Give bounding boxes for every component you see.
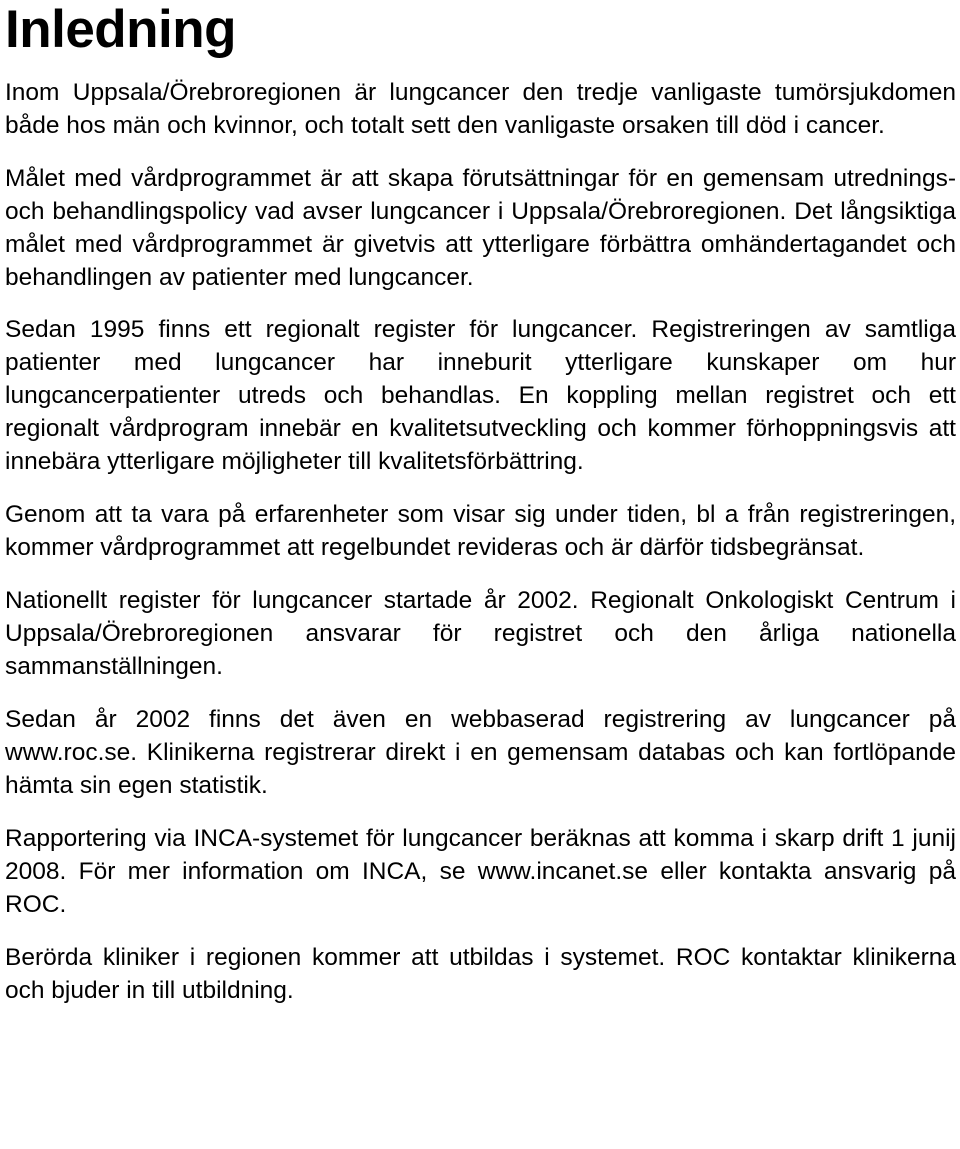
- paragraph-5: Nationellt register för lungcancer startade år 2002. Regionalt Onkologiskt Centrum i Uppsala/Örebroregionen ansvarar för registret och den årliga nationella sammanställningen.: [5, 587, 956, 680]
- paragraph-8: Berörda kliniker i regionen kommer att utbildas i systemet. ROC kontaktar klinikerna och bjuder in till utbildning.: [5, 944, 956, 1004]
- paragraph-3: Sedan 1995 finns ett regionalt register för lungcancer. Registreringen av samtliga patienter med lungcancer har inneburit ytterligare kunskaper om hur lungcancerpatienter utreds och behandlas. En koppling mellan registret och ett regionalt vårdprogram innebär en kvalitetsutveckling och kommer förhoppningsvis att innebära ytterligare möjligheter till kvalitetsförbättring.: [5, 316, 956, 475]
- paragraph-6: Sedan år 2002 finns det även en webbaserad registrering av lungcancer på www.roc.se. Klinikerna registrerar direkt i en gemensam databas och kan fortlöpande hämta sin egen statistik.: [5, 706, 956, 799]
- paragraph-7: Rapportering via INCA-systemet för lungcancer beräknas att komma i skarp drift 1 junij 2008. För mer information om INCA, se www.incanet.se eller kontakta ansvarig på ROC.: [5, 825, 956, 918]
- paragraph-4: Genom att ta vara på erfarenheter som visar sig under tiden, bl a från registreringen, kommer vårdprogrammet att regelbundet revideras och är därför tidsbegränsat.: [5, 501, 956, 561]
- paragraph-2: Målet med vårdprogrammet är att skapa förutsättningar för en gemensam utrednings- och behandlingspolicy vad avser lungcancer i Uppsala/Örebroregionen. Det långsiktiga målet med vårdprogrammet är givetvis att ytterligare förbättra omhändertagandet och behandlingen av patienter med lungcancer.: [5, 165, 956, 291]
- paragraph-1: Inom Uppsala/Örebroregionen är lungcancer den tredje vanligaste tumörsjukdomen både hos män och kvinnor, och totalt sett den vanligaste orsaken till död i cancer.: [5, 79, 956, 139]
- section-heading: Inledning: [5, 0, 237, 59]
